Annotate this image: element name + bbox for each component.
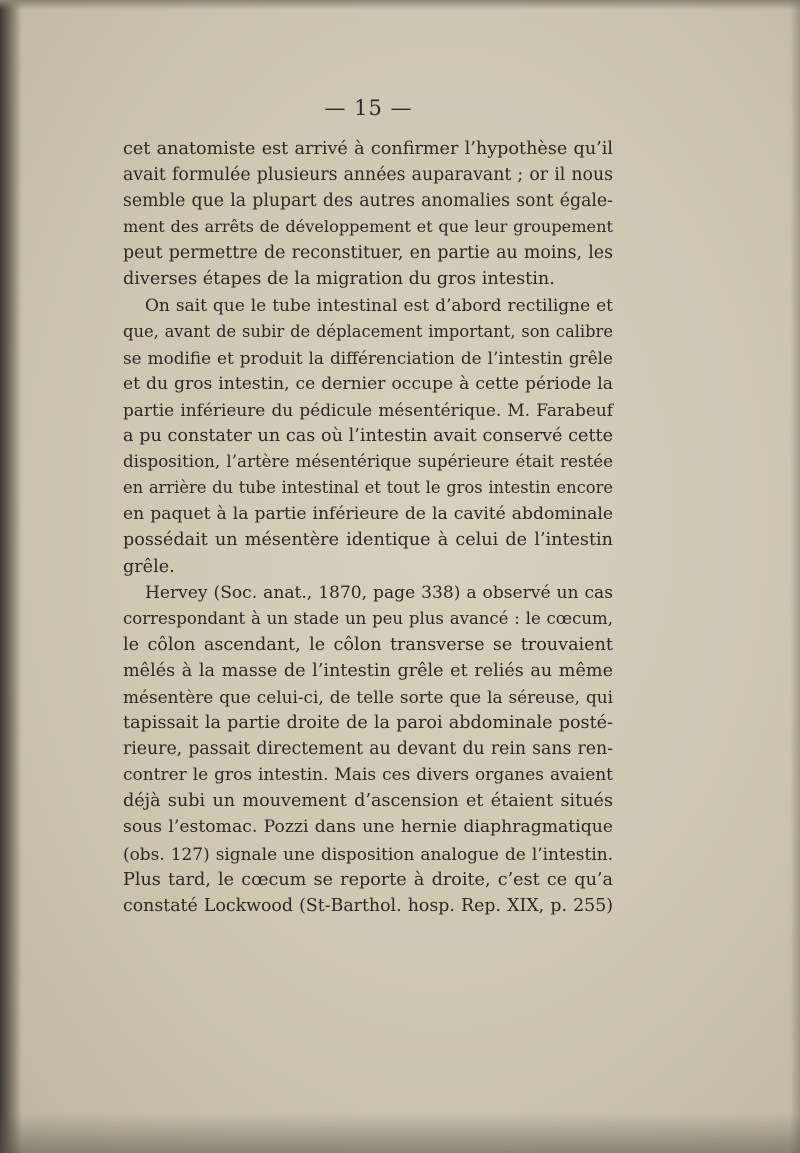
text-line: avait formulée plusieurs années auparavant ; or il nous	[123, 165, 613, 186]
text-line: a pu constater un cas où l’intestin avait conservé cette	[123, 426, 613, 447]
top-edge-shadow	[0, 0, 800, 10]
text-line: Plus tard, le cœcum se reporte à droite, c’est ce qu’a	[123, 869, 613, 890]
text-line: disposition, l’artère mésentérique supérieure était restée	[123, 452, 613, 472]
text-line: rieure, passait directement au devant du rein sans ren-	[123, 739, 613, 760]
text-line: grêle.	[123, 556, 175, 577]
text-line: ment des arrêts de développement et que leur groupement	[123, 217, 613, 237]
text-line: semble que la plupart des autres anomalies sont égale-	[123, 191, 613, 212]
text-line: cet anatomiste est arrivé à confirmer l’hypothèse qu’il	[123, 139, 613, 159]
text-line: peut permettre de reconstituer, en partie au moins, les	[123, 243, 613, 264]
text-line: On sait que le tube intestinal est d’abord rectiligne et	[145, 295, 613, 316]
text-line: en arrière du tube intestinal et tout le gros intestin encore	[123, 478, 613, 498]
right-edge-shadow	[790, 0, 800, 1153]
text-line: contrer le gros intestin. Mais ces divers organes avaient	[123, 765, 613, 786]
text-line: possédait un mésentère identique à celui de l’intestin	[123, 530, 613, 551]
text-line: partie inférieure du pédicule mésentérique. M. Farabeuf	[123, 399, 613, 420]
text-line: (obs. 127) signale une disposition analogue de l’intestin.	[123, 843, 613, 864]
text-line: et du gros intestin, ce dernier occupe à cette période la	[123, 373, 613, 394]
text-line: que, avant de subir de déplacement important, son calibre	[123, 321, 613, 341]
text-line: déjà subi un mouvement d’ascension et étaient situés	[123, 791, 613, 812]
text-line: en paquet à la partie inférieure de la cavité abdominale	[123, 504, 613, 525]
text-line: constaté Lockwood (St-Barthol. hosp. Rep. XIX, p. 255)	[123, 895, 613, 916]
text-line: mésentère que celui-ci, de telle sorte que la séreuse, qui	[123, 686, 613, 707]
text-line: le côlon ascendant, le côlon transverse se trouvaient	[123, 634, 613, 655]
body-text	[123, 136, 613, 919]
text-line: diverses étapes de la migration du gros intestin.	[123, 269, 555, 290]
text-line: correspondant à un stade un peu plus avancé : le cœcum,	[123, 608, 613, 628]
text-line: sous l’estomac. Pozzi dans une hernie diaphragmatique	[123, 817, 613, 838]
text-line: tapissait la partie droite de la paroi abdominale posté-	[123, 713, 613, 734]
text-line: mêlés à la masse de l’intestin grêle et reliés au même	[123, 660, 613, 681]
binding-shadow	[0, 0, 22, 1153]
page-number: — 15 —	[324, 96, 413, 120]
text-line: se modifie et produit la différenciation de l’intestin grêle	[123, 347, 613, 368]
text-line: Hervey (Soc. anat., 1870, page 338) a observé un cas	[145, 582, 613, 603]
bottom-edge-shadow	[0, 1113, 800, 1153]
